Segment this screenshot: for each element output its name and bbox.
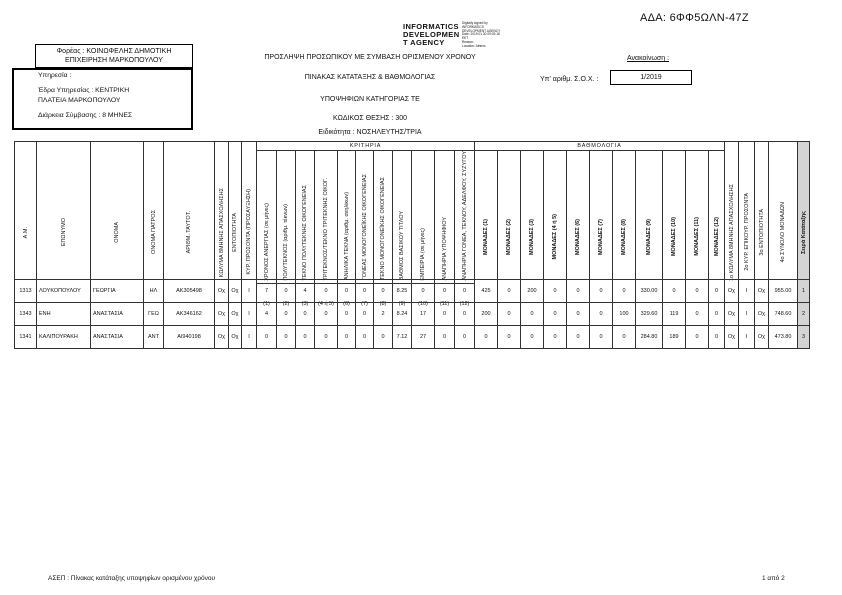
pts-h-3: ΜΟΝΑΔΕΣ (3) xyxy=(521,151,544,326)
body-box: Φορέας : ΚΟΙΝΩΦΕΛΗΣ ΔΗΜΟΤΙΚΗ ΕΠΙΧΕΙΡΗΣΗ ΜΑΡΚΟΠΟΥΛΟΥ xyxy=(35,44,193,68)
table-cell: 425 xyxy=(475,280,498,303)
table-cell: Ι xyxy=(242,280,257,303)
col-rank: Σειρά Κατάταξης xyxy=(798,142,810,326)
table-cell: 0 xyxy=(296,326,315,349)
table-cell: 1343 xyxy=(15,303,37,326)
table-cell: 0 xyxy=(412,280,435,303)
table-cell: 0 xyxy=(455,280,475,303)
sox-value: 1/2019 xyxy=(610,70,692,85)
table-cell: 0 xyxy=(455,326,475,349)
table-cell: Ι xyxy=(242,303,257,326)
col-name: ΟΝΟΜΑ xyxy=(91,142,144,326)
table-cell: 0 xyxy=(374,280,393,303)
table-cell: 0 xyxy=(356,280,374,303)
table-cell: Οχ xyxy=(215,303,229,326)
table-cell: Οχ xyxy=(725,326,739,349)
table-cell: ΓΕΩΡΓΙΑ xyxy=(91,280,144,303)
pts-h-2: ΜΟΝΑΔΕΣ (2) xyxy=(498,151,521,326)
table-cell: 0 xyxy=(686,280,709,303)
table-cell: Οχ xyxy=(229,326,242,349)
table-cell: 0 xyxy=(521,326,544,349)
table-cell: ΑΙ940198 xyxy=(164,326,215,349)
table-cell: 7.12 xyxy=(393,326,412,349)
table-row xyxy=(15,303,810,326)
table-cell: Ι xyxy=(739,280,755,303)
title-category: ΥΠΟΨΗΦΙΩΝ ΚΑΤΗΓΟΡΙΑΣ ΤΕ xyxy=(320,96,420,103)
table-cell: 0 xyxy=(590,280,613,303)
col-tail-2: 2ο ΚΥΡ. ΕΠΙΚΟΥΡ. ΠΡΟΣΟΝΤΑ xyxy=(739,142,755,326)
table-cell: ΛΟΥΚΟΠΟΥΛΟΥ xyxy=(37,280,91,303)
table-cell: Οχ xyxy=(725,303,739,326)
table-cell: 0 xyxy=(590,303,613,326)
col-idcard: ΑΡΙΘΜ. ΤΑΥΤΟΤ. xyxy=(164,142,215,326)
crit-h-8: ΒΑΘΜΟΣ ΒΑΣΙΚΟΥ ΤΙΤΛΟΥ xyxy=(393,151,412,284)
table-cell: 0 xyxy=(277,303,296,326)
table-cell: 0 xyxy=(613,326,636,349)
table-cell: ΑΝΑΣΤΑΣΙΑ xyxy=(91,303,144,326)
crit-h-3: ΤΕΚΝΟ ΠΟΛΥΤΕΚΝΗΣ ΟΙΚΟΓΕΝΕΙΑΣ xyxy=(296,151,315,284)
table-cell: ΕΝΗ xyxy=(37,303,91,326)
pts-h-9: ΜΟΝΑΔΕΣ (10) xyxy=(663,151,686,326)
table-cell: 0 xyxy=(686,326,709,349)
crit-h-7: ΤΕΚΝΟ ΜΟΝΟΓΟΝΕΪΚΗΣ ΟΙΚΟΓΕΝΕΙΑΣ xyxy=(374,151,393,284)
table-cell: 7 xyxy=(257,280,277,303)
table-cell: 0 xyxy=(296,303,315,326)
table-row xyxy=(15,280,810,303)
seat-line-2: ΠΛΑΤΕΙΑ ΜΑΡΚΟΠΟΥΛΟΥ xyxy=(38,97,121,104)
table-cell: 0 xyxy=(356,303,374,326)
pts-h-5: ΜΟΝΑΔΕΣ (6) xyxy=(567,151,590,326)
title-specialty: Ειδικότητα : ΝΟΣΗΛΕΥΤΗΣ/ΤΡΙΑ xyxy=(318,129,422,136)
table-cell: 0 xyxy=(521,303,544,326)
crit-h-11: ΑΝΑΠΗΡΙΑ ΓΟΝΕΑ, ΤΕΚΝΟΥ, ΑΔΕΛΦΟΥ, ΣΥΖΥΓΟΥ xyxy=(455,151,475,284)
table-row xyxy=(15,326,810,349)
col-father: ΟΝΟΜΑ ΠΑΤΡΟΣ xyxy=(144,142,164,326)
table-cell: 0 xyxy=(475,326,498,349)
col-qual: ΚΥΡ. ΠΡΟΣΟΝΤΑ (ΠΡΟΣΑΥΞΗΣΗ) xyxy=(242,142,257,326)
signature-details: Digitally signed by INFORMATICS DEVELOPMENT AGENCY Date: 2019.01.30 09:03:18 EET Reason: Location: Athens xyxy=(462,21,501,48)
title-table: ΠΙΝΑΚΑΣ ΚΑΤΑΤΑΞΗΣ & ΒΑΘΜΟΛΟΓΙΑΣ xyxy=(304,74,436,81)
table-cell: 0 xyxy=(338,303,356,326)
table-cell: 0 xyxy=(686,303,709,326)
pts-h-8: ΜΟΝΑΔΕΣ (9) xyxy=(636,151,663,326)
table-cell: 0 xyxy=(498,280,521,303)
table-cell: Ι xyxy=(739,326,755,349)
crit-h-4: ΤΡΙΤΕΚΝΟΣ/ΤΕΚΝΟ ΤΡΙΤΕΚΝΗΣ ΟΙΚΟΓ. xyxy=(315,151,338,284)
table-cell: 748.60 xyxy=(769,303,798,326)
table-cell: 2 xyxy=(798,303,810,326)
table-cell: Ι xyxy=(739,303,755,326)
points-header: ΒΑΘΜΟΛΟΓΙΑ xyxy=(475,142,725,151)
page-number: 1 από 2 xyxy=(762,575,785,582)
table-cell: 0 xyxy=(277,280,296,303)
table-cell: ΚΑΛΙΠΟΥΡΑΚΗ xyxy=(37,326,91,349)
table-cell: ΑΝΤ xyxy=(144,326,164,349)
col-tail-4: 4ο ΣΥΝΟΛΟ ΜΟΝΑΔΩΝ xyxy=(769,142,798,326)
table-cell: 330.00 xyxy=(636,280,663,303)
col-block: ΚΩΛΥΜΑ 8ΜΗΝΗΣ ΑΠΑΣΧΟΛΗΣΗΣ xyxy=(215,142,229,326)
table-cell: 1341 xyxy=(15,326,37,349)
table-cell: Οχ xyxy=(755,280,769,303)
pts-h-11: ΜΟΝΑΔΕΣ (12) xyxy=(709,151,725,326)
table-cell: 329.60 xyxy=(636,303,663,326)
pts-h-1: ΜΟΝΑΔΕΣ (1) xyxy=(475,151,498,326)
table-cell: Οχ xyxy=(725,280,739,303)
table-cell: 0 xyxy=(315,280,338,303)
table-cell: Οχ xyxy=(215,280,229,303)
col-local: ΕΝΤΟΠΙΟΤΗΤΑ xyxy=(229,142,242,326)
table-cell: 3 xyxy=(798,326,810,349)
pts-h-7: ΜΟΝΑΔΕΣ (8) xyxy=(613,151,636,326)
table-cell: ΑΝΑΣΤΑΣΙΑ xyxy=(91,326,144,349)
col-surname: ΕΠΩΝΥΜΟ xyxy=(37,142,91,326)
table-cell: 0 xyxy=(338,326,356,349)
table-cell: 955.00 xyxy=(769,280,798,303)
table-cell: 0 xyxy=(544,326,567,349)
table-cell: 0 xyxy=(567,303,590,326)
footer-title: ΑΣΕΠ : Πίνακας κατάταξης υποψηφίων ορισμένου χρόνου xyxy=(48,575,216,582)
table-cell: Οχ xyxy=(755,326,769,349)
table-cell: 100 xyxy=(613,303,636,326)
table-cell: 8.24 xyxy=(393,303,412,326)
table-cell: 2 xyxy=(374,303,393,326)
table-cell: ΑΚ346162 xyxy=(164,303,215,326)
table-cell: Οχ xyxy=(755,303,769,326)
col-tail-1: 1ο ΚΩΛΥΜΑ 8ΜΗΝΗΣ ΑΠΑΣΧΟΛΗΣΗΣ xyxy=(725,142,739,326)
table-cell: 0 xyxy=(435,303,455,326)
table-cell: 0 xyxy=(498,303,521,326)
table-cell: 200 xyxy=(521,280,544,303)
table-cell: 0 xyxy=(257,326,277,349)
ada-code: ΑΔΑ: 6ΦΦ5ΩΛΝ-47Ζ xyxy=(640,12,749,24)
table-cell: 0 xyxy=(315,303,338,326)
table-cell: 0 xyxy=(567,326,590,349)
table-cell: 189 xyxy=(663,326,686,349)
table-cell: 4 xyxy=(257,303,277,326)
table-cell: Οχ xyxy=(215,326,229,349)
crit-h-5: ΑΝΗΛΙΚΑ ΤΕΚΝΑ (αριθμ. ανηλίκων) xyxy=(338,151,356,284)
seat-line-1: Έδρα Υπηρεσίας : ΚΕΝΤΡΙΚΗ xyxy=(38,87,130,94)
table-cell: ΓΕΩ xyxy=(144,303,164,326)
col-am: Α.Μ. xyxy=(15,142,37,326)
table-cell: 0 xyxy=(613,280,636,303)
table-cell: ΗΛ xyxy=(144,280,164,303)
table-cell: 0 xyxy=(590,326,613,349)
table-cell: 0 xyxy=(435,280,455,303)
table-cell: 0 xyxy=(709,326,725,349)
table-cell: Οχ xyxy=(229,280,242,303)
ranking-table: Α.Μ. ΕΠΩΝΥΜΟ ΟΝΟΜΑ ΟΝΟΜΑ ΠΑΤΡΟΣ ΑΡΙΘΜ. ΤΑΥΤΟΤ. ΚΩΛΥΜΑ 8ΜΗΝΗΣ ΑΠΑΣΧΟΛΗΣΗΣ ΕΝΤΟΠΙΟΤΗΤΑ ΚΥΡ. ΠΡΟΣΟΝΤΑ (ΠΡΟΣΑΥΞΗΣΗ) ΚΡΙΤΗΡΙΑ ΒΑΘΜΟΛΟΓΙΑ 1ο ΚΩΛΥΜΑ 8ΜΗΝΗΣ ΑΠΑΣΧΟΛΗΣΗΣ 2ο ΚΥΡ. ΕΠΙΚΟΥΡ. ΠΡΟΣΟΝΤΑ 3ο ΕΝΤΟΠΙΟΤΗΤΑ 4ο ΣΥΝΟΛΟ ΜΟΝΑΔΩΝ Σειρά Κατάταξης ΧΡΟΝΟΣ ΑΝΕΡΓΙΑΣ (σε μήνες) ΠΟΛΥΤΕΚΝΟΣ (αριθμ. τέκνων) ΤΕΚΝΟ ΠΟΛΥΤΕΚΝΗΣ ΟΙΚΟΓΕΝΕΙΑΣ ΤΡΙΤΕΚΝΟΣ/ΤΕΚΝΟ ΤΡΙΤΕΚΝΗΣ ΟΙΚΟΓ. ΑΝΗΛΙΚΑ ΤΕΚΝΑ (αριθμ. ανηλίκων) ΓΟΝΕΑΣ ΜΟΝΟΓΟΝΕΪΚΗΣ ΟΙΚΟΓΕΝΕΙΑΣ ΤΕΚΝΟ ΜΟΝΟΓΟΝΕΪΚΗΣ ΟΙΚΟΓΕΝΕΙΑΣ ΒΑΘΜΟΣ ΒΑΣΙΚΟΥ ΤΙΤΛΟΥ ΕΜΠΕΙΡΙΑ (σε μήνες) ΑΝΑΠΗΡΙΑ ΥΠΟΨΗΦΙΟΥ ΑΝΑΠΗΡΙΑ ΓΟΝΕΑ, ΤΕΚΝΟΥ, ΑΔΕΛΦΟΥ, ΣΥΖΥΓΟΥ ΜΟΝΑΔΕΣ (1) ΜΟΝΑΔΕΣ (2) ΜΟΝΑΔΕΣ (3) ΜΟΝΑΔΕΣ (4 ή 5) ΜΟΝΑΔΕΣ (6) ΜΟΝΑΔΕΣ (7) ΜΟΝΑΔΕΣ (8) ΜΟΝΑΔΕΣ (9) ΜΟΝΑΔΕΣ (10) ΜΟΝΑΔΕΣ (11) ΜΟΝΑΔΕΣ (12) (1) (2) (3) (4 ή 5) (6) (7) (8) (9) (10) (11) (12) xyxy=(14,141,810,331)
crit-h-10: ΑΝΑΠΗΡΙΑ ΥΠΟΨΗΦΙΟΥ xyxy=(435,151,455,284)
announcement-label: Ανακοίνωση : xyxy=(627,55,670,62)
table-cell: 1313 xyxy=(15,280,37,303)
col-tail-3: 3ο ΕΝΤΟΠΙΟΤΗΤΑ xyxy=(755,142,769,326)
table-cell: 8.25 xyxy=(393,280,412,303)
table-cell: 0 xyxy=(338,280,356,303)
table-cell: 0 xyxy=(315,326,338,349)
table-cell: 0 xyxy=(709,280,725,303)
service-label: Υπηρεσία : xyxy=(38,72,72,79)
contract-duration: Διάρκεια Σύμβασης : 8 ΜΗΝΕΣ xyxy=(38,112,133,119)
table-cell: Ι xyxy=(242,326,257,349)
table-cell: 17 xyxy=(412,303,435,326)
table-cell: 27 xyxy=(412,326,435,349)
title-code: ΚΩΔΙΚΟΣ ΘΕΣΗΣ : 300 xyxy=(332,115,408,122)
crit-h-2: ΠΟΛΥΤΕΚΝΟΣ (αριθμ. τέκνων) xyxy=(277,151,296,284)
table-cell: 0 xyxy=(277,326,296,349)
table-cell: 0 xyxy=(663,280,686,303)
table-cell: ΑΚ305498 xyxy=(164,280,215,303)
table-cell: 0 xyxy=(709,303,725,326)
table-cell: 119 xyxy=(663,303,686,326)
table-cell: 0 xyxy=(567,280,590,303)
candidate-rows xyxy=(14,279,810,349)
criteria-header: ΚΡΙΤΗΡΙΑ xyxy=(257,142,475,151)
title-recruitment: ΠΡΟΣΛΗΨΗ ΠΡΟΣΩΠΙΚΟΥ ΜΕ ΣΥΜΒΑΣΗ ΟΡΙΣΜΕΝΟΥ ΧΡΟΝΟΥ xyxy=(264,54,476,61)
crit-h-9: ΕΜΠΕΙΡΙΑ (σε μήνες) xyxy=(412,151,435,284)
table-cell: 1 xyxy=(798,280,810,303)
table-cell: 0 xyxy=(356,326,374,349)
table-cell: 0 xyxy=(498,326,521,349)
pts-h-6: ΜΟΝΑΔΕΣ (7) xyxy=(590,151,613,326)
table-cell: 284.80 xyxy=(636,326,663,349)
sox-label: Υπ' αριθμ. Σ.Ο.Χ. : xyxy=(540,76,599,83)
table-cell: 0 xyxy=(544,280,567,303)
table-cell: 0 xyxy=(544,303,567,326)
table-cell: 0 xyxy=(455,303,475,326)
crit-h-1: ΧΡΟΝΟΣ ΑΝΕΡΓΙΑΣ (σε μήνες) xyxy=(257,151,277,284)
table-cell: 200 xyxy=(475,303,498,326)
table-cell: 0 xyxy=(374,326,393,349)
table-cell: 0 xyxy=(435,326,455,349)
table-cell: Οχ xyxy=(229,303,242,326)
table-cell: 4 xyxy=(296,280,315,303)
pts-h-4: ΜΟΝΑΔΕΣ (4 ή 5) xyxy=(544,151,567,326)
table-cell: 473.80 xyxy=(769,326,798,349)
crit-h-6: ΓΟΝΕΑΣ ΜΟΝΟΓΟΝΕΪΚΗΣ ΟΙΚΟΓΕΝΕΙΑΣ xyxy=(356,151,374,284)
signature-logo: INFORMATICS DEVELOPMEN T AGENCY xyxy=(403,22,460,47)
pts-h-10: ΜΟΝΑΔΕΣ (11) xyxy=(686,151,709,326)
